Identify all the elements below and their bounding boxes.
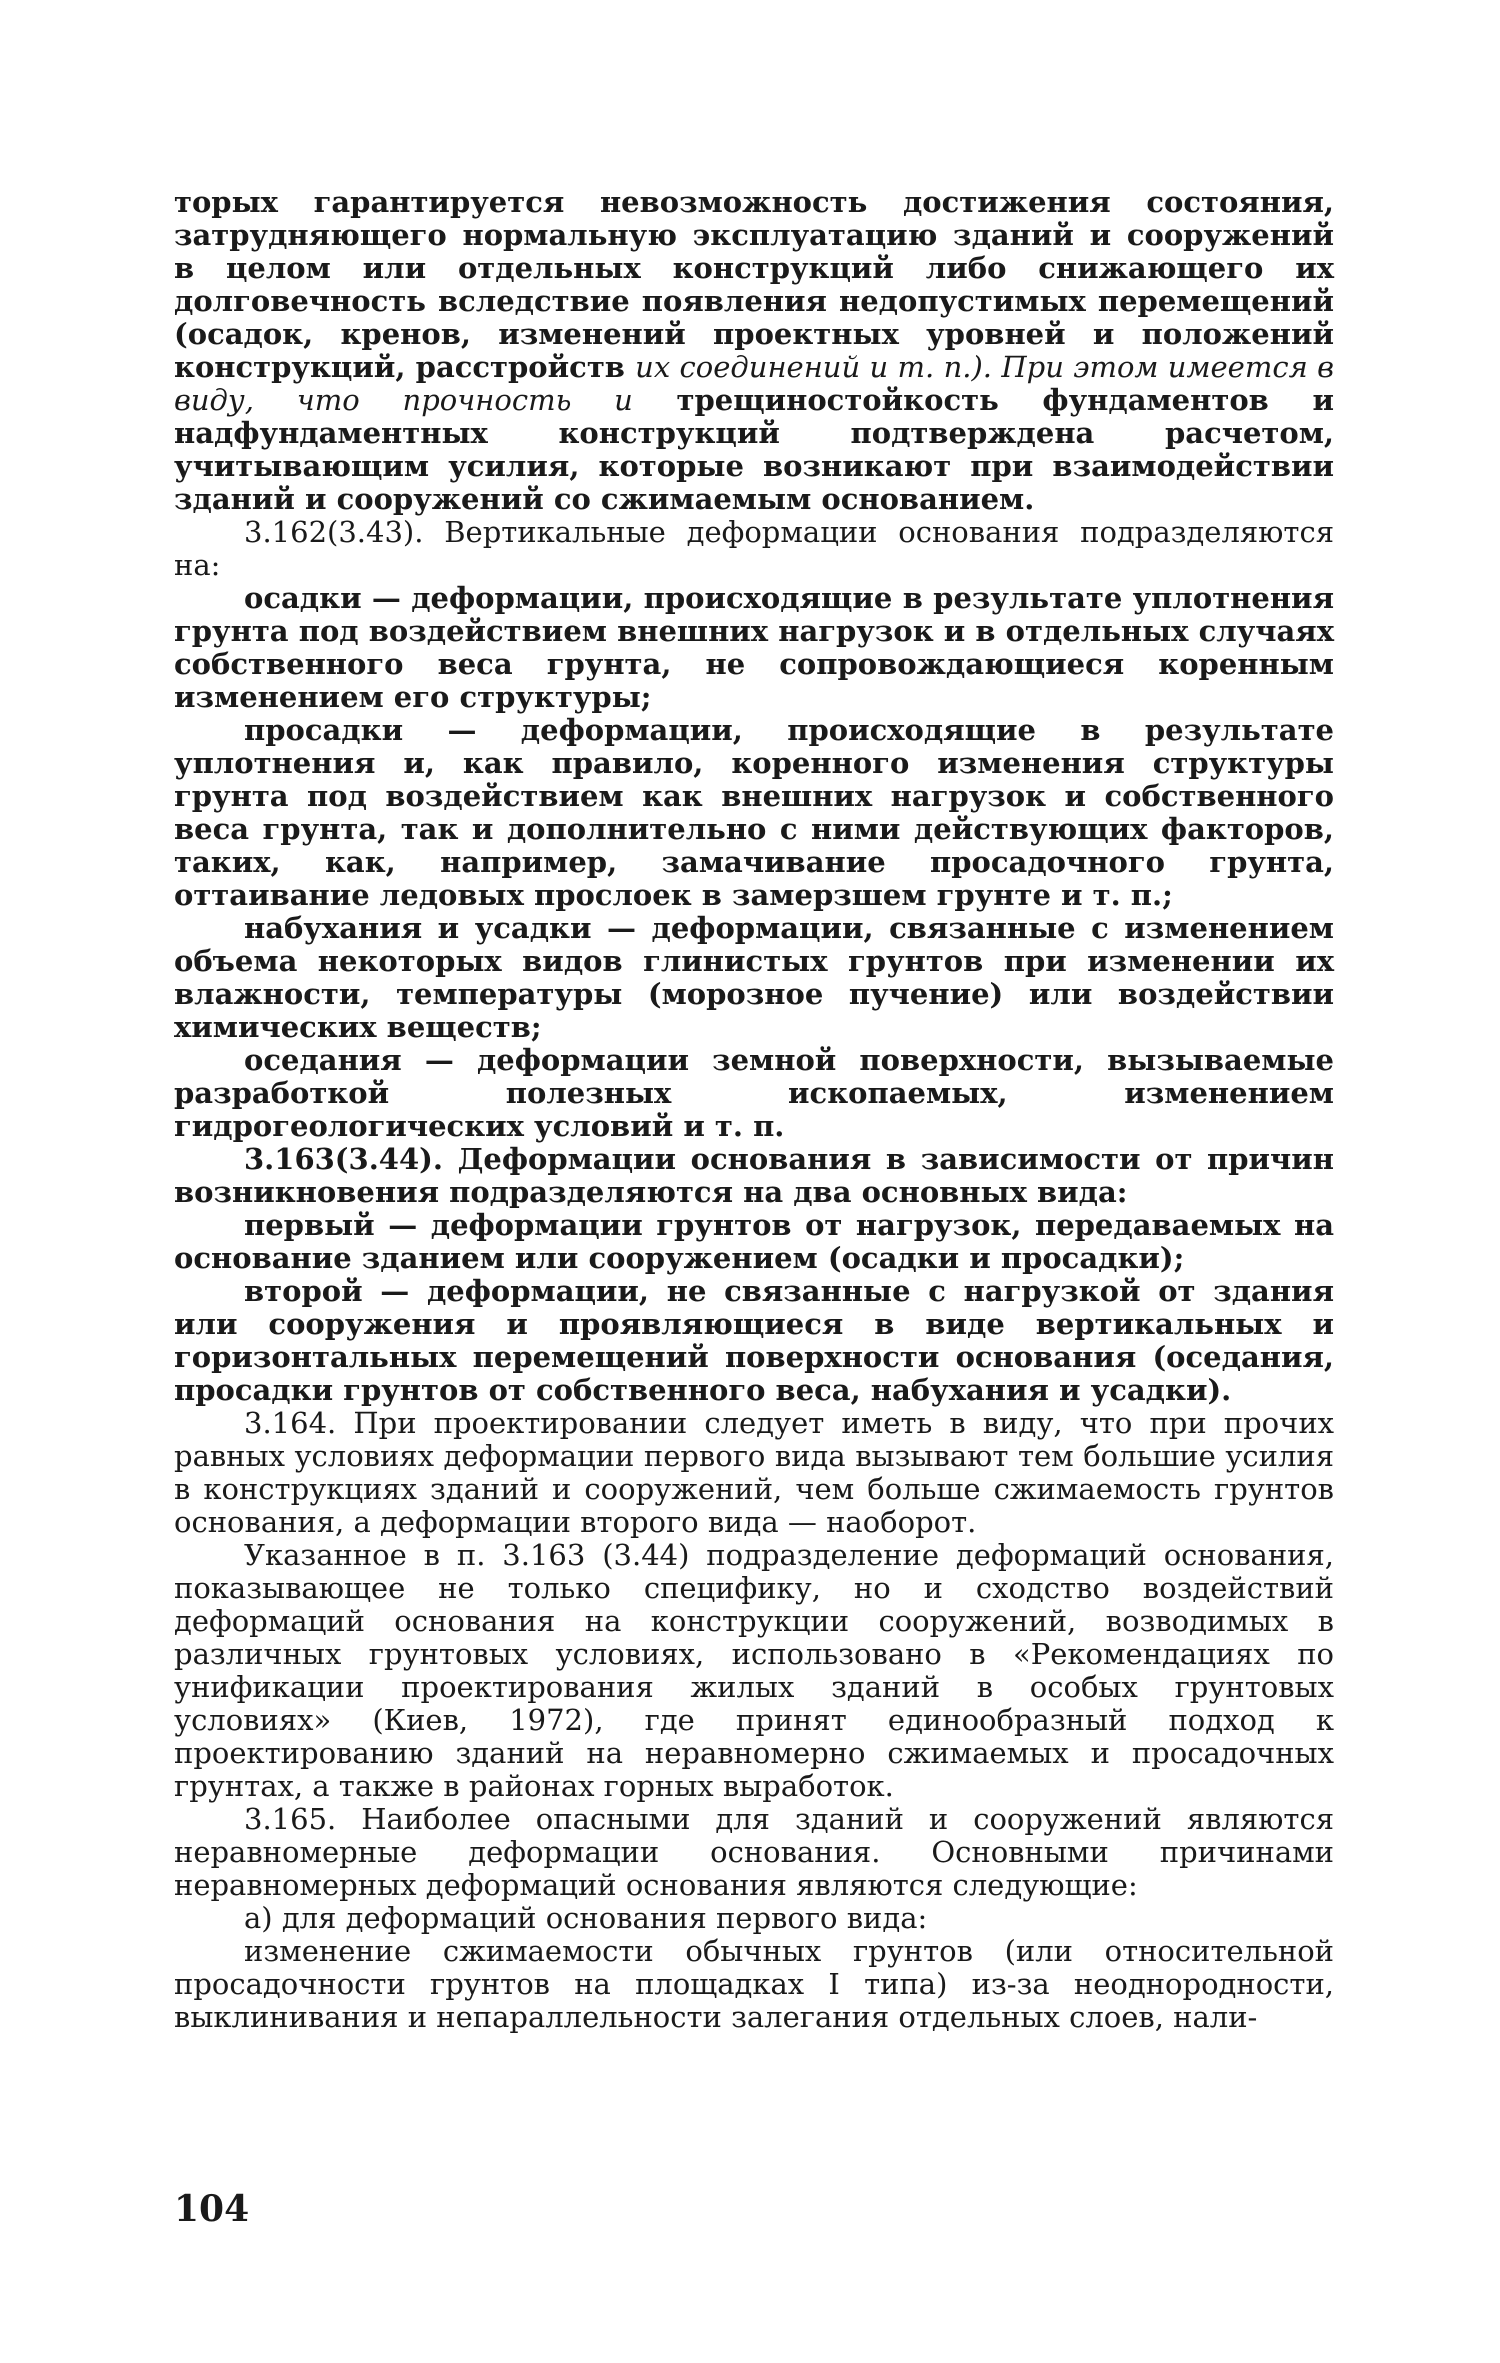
paragraph-3-162: 3.162(3.43). Вертикальные деформации основания подразделяются на:: [174, 515, 1334, 582]
paragraph-a: а) для деформаций основания первого вида:: [244, 1901, 928, 1935]
paragraph-osadki: осадки — деформации, происходящие в результате уплотнения грунта под воздействием внешних нагрузок и в отдельных случаях собственного веса грунта, не сопровождающиеся коренным изменением его структуры;: [174, 581, 1334, 714]
paragraph-osedaniya: оседания — деформации земной поверхности, вызываемые разработкой полезных ископаемых, изменением гидрогеологических условий и т. п.: [174, 1043, 1334, 1143]
text-segment: торых гарантируется невозможность достижения состояния, затрудняющего нормальную эксплуатацию зданий и сооружений в целом или отдельных конструкций либо снижающего их долговечность вследствие появления недопустимых перемещений (осадок, кренов, изменений проектных уровней и положений конструкций, расстройств: [174, 185, 1334, 384]
text-segment: трещиностойкость фундаментов и надфундаментных конструкций подтверждена расчетом, учитывающим усилия, которые возникают при взаимодействии зданий и сооружений со сжимаемым основанием.: [174, 383, 1334, 516]
paragraph-ukazannoe: Указанное в п. 3.163 (3.44) подразделение деформаций основания, показывающее не только специфику, но и сходство воздействий деформаций основания на конструкции сооружений, возводимых в различных грунтовых условиях, использовано в «Рекомендациях по унификации проектирования жилых зданий в особых грунтовых условиях» (Киев, 1972), где принят единообразный подход к проектированию зданий на неравномерно сжимаемых и просадочных грунтах, а также в районах горных выработок.: [174, 1538, 1334, 1803]
paragraph-continuation: [174, 186, 1334, 516]
paragraph-3-164: 3.164. При проектировании следует иметь в виду, что при прочих равных условиях деформации первого вида вызывают тем большие усилия в конструкциях зданий и сооружений, чем больше сжимаемость грунтов основания, а деформации второго вида — наоборот.: [174, 1406, 1334, 1539]
paragraph-prosadki: просадки — деформации, происходящие в результате уплотнения и, как правило, коренного изменения структуры грунта под воздействием как внешних нагрузок и собственного веса грунта, так и дополнительно с ними действующих факторов, таких, как, например, замачивание просадочного грунта, оттаивание ледовых прослоек в замерзшем грунте и т. п.;: [174, 713, 1334, 912]
paragraph-3-165: 3.165. Наиболее опасными для зданий и сооружений являются неравномерные деформации основания. Основными причинами неравномерных деформаций основания являются следующие:: [174, 1802, 1334, 1902]
paragraph-nabukhaniya: набухания и усадки — деформации, связанные с изменением объема некоторых видов глинистых грунтов при изменении их влажности, температуры (морозное пучение) или воздействии химических веществ;: [174, 911, 1334, 1044]
paragraph-izmenenie: изменение сжимаемости обычных грунтов (или относительной просадочности грунтов на площадках I типа) из-за неоднородности, выклинивания и непараллельности залегания отдельных слоев, нали-: [174, 1934, 1334, 2034]
page-number: 104: [174, 2188, 250, 2230]
paragraph-3-163: 3.163(3.44). Деформации основания в зависимости от причин возникновения подразделяются на два основных вида:: [174, 1142, 1334, 1209]
paragraph-first-type: первый — деформации грунтов от нагрузок, передаваемых на основание зданием или сооружением (осадки и просадки);: [174, 1208, 1334, 1275]
paragraph-second-type: второй — деформации, не связанные с нагрузкой от здания или сооружения и проявляющиеся в виде вертикальных и горизонтальных перемещений поверхности основания (оседания, просадки грунтов от собственного веса, набухания и усадки).: [174, 1274, 1334, 1407]
document-page: [174, 186, 1334, 2034]
italic-text-segment: их соединений и т. п.). При этом имеется в виду, что прочность и: [174, 350, 1334, 417]
